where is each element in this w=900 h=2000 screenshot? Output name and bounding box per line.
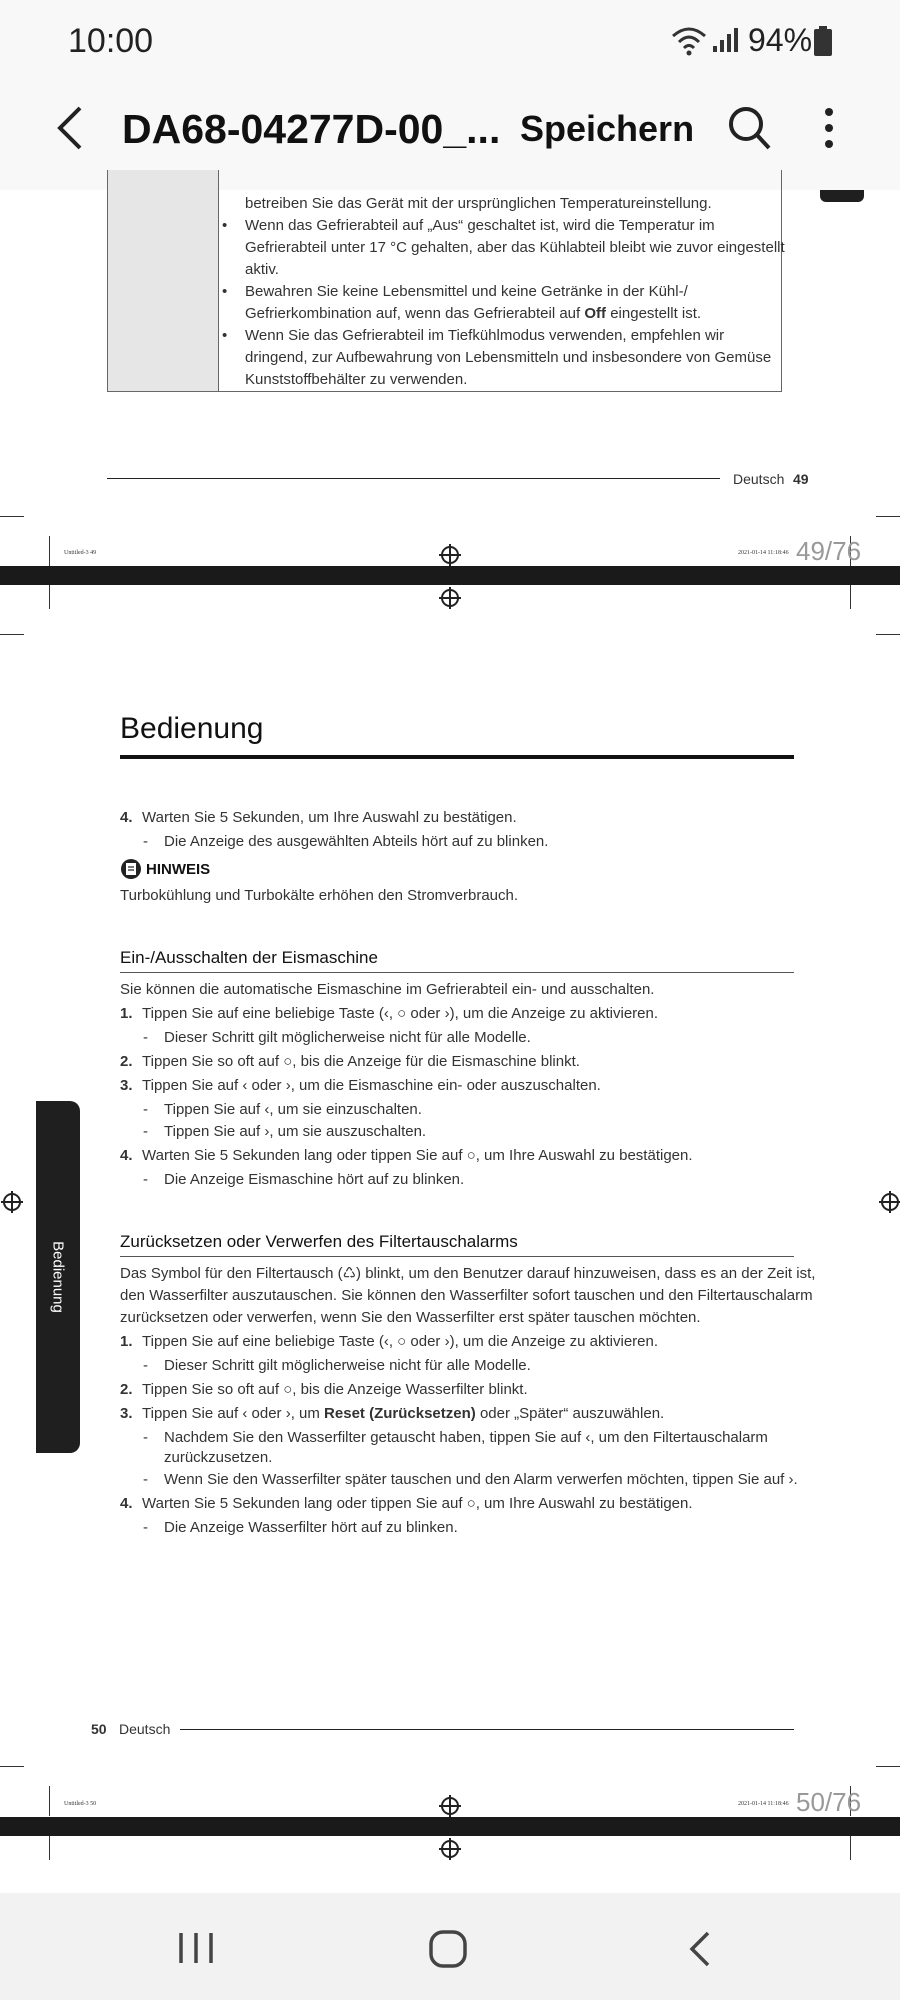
paragraph: Das Symbol für den Filtertausch (♺) blinkt, um den Benutzer darauf hinzuweisen, dass es an der Zeit ist, xyxy=(120,1265,816,1282)
table-line xyxy=(245,304,701,324)
paragraph: zurücksetzen oder verwerfen, wenn Sie den Wasserfilter erst später tauschen möchten. xyxy=(120,1309,701,1326)
footer-language: Deutsch xyxy=(119,1721,171,1737)
table-line: Wenn das Gefrierabteil auf „Aus“ geschaltet ist, wird die Temperatur im xyxy=(245,217,715,234)
document-title: DA68-04277D-00_... xyxy=(122,106,501,152)
footer-rule xyxy=(180,1729,794,1730)
registration-mark-icon xyxy=(441,546,459,564)
page-indicator: 50/76 xyxy=(796,1787,862,1817)
step-subtext: Dieser Schritt gilt möglicherweise nicht für alle Modelle. xyxy=(164,1357,531,1374)
step-subtext: Wenn Sie den Wasserfilter später tauschen und den Alarm verwerfen möchten, tippen Sie auf ›. xyxy=(164,1471,798,1488)
step-number: 2. xyxy=(120,1053,133,1070)
step-text: Tippen Sie auf ‹ oder ›, um die Eismaschine ein- oder auszuschalten. xyxy=(142,1077,601,1094)
dash: - xyxy=(143,1357,148,1374)
save-button[interactable]: Speichern xyxy=(520,108,695,149)
recent-apps-icon[interactable] xyxy=(176,1930,216,1966)
table-line-text: Gefrierkombination auf, wenn das Gefrierabteil auf xyxy=(245,305,581,322)
subsection-rule xyxy=(120,972,794,973)
dash: - xyxy=(143,833,148,850)
back-arrow-icon[interactable] xyxy=(52,104,86,152)
registration-mark-icon xyxy=(441,589,459,607)
crop-mark xyxy=(876,634,900,635)
off-label: Off xyxy=(584,305,607,322)
step-subtext: Dieser Schritt gilt möglicherweise nicht für alle Modelle. xyxy=(164,1029,531,1046)
crop-mark xyxy=(0,1766,24,1767)
table-line: betreiben Sie das Gerät mit der ursprünglichen Temperatureinstellung. xyxy=(245,195,712,212)
reset-label: Reset (Zurücksetzen) xyxy=(324,1405,476,1422)
step-number: 2. xyxy=(120,1381,133,1398)
step-number: 3. xyxy=(120,1077,133,1094)
dash: - xyxy=(143,1171,148,1188)
step-subtext: zurückzusetzen. xyxy=(164,1449,273,1466)
back-nav-icon[interactable] xyxy=(686,1930,714,1968)
crop-mark xyxy=(876,1766,900,1767)
table-line: aktiv. xyxy=(245,261,279,278)
step-number: 4. xyxy=(120,1495,133,1512)
step-text xyxy=(142,1404,664,1424)
section-title-rule xyxy=(120,755,794,759)
dash: - xyxy=(143,1029,148,1046)
table-line: dringend, zur Aufbewahrung von Lebensmitteln und insbesondere von Gemüse xyxy=(245,349,772,366)
step-number: 1. xyxy=(120,1333,133,1350)
more-vert-icon[interactable] xyxy=(822,106,836,150)
footer-language: Deutsch xyxy=(733,471,785,487)
crop-mark xyxy=(850,1836,851,1860)
table-line: Gefrierabteil unter 17 °C gehalten, aber das Kühlabteil bleibt wie zuvor eingestellt xyxy=(245,239,785,256)
wifi-icon xyxy=(670,24,708,56)
crop-mark xyxy=(0,516,24,517)
note-label: HINWEIS xyxy=(146,861,211,878)
step-subtext: Tippen Sie auf ›, um sie auszuschalten. xyxy=(164,1123,427,1140)
print-slug: 2021-01-14 11:18:46 xyxy=(738,550,789,556)
crop-mark xyxy=(850,585,851,609)
side-tab-label: Bedienung xyxy=(49,1241,67,1313)
step-subtext: Tippen Sie auf ‹, um sie einzuschalten. xyxy=(164,1101,422,1118)
table-line-text: eingestellt ist. xyxy=(610,305,702,322)
table-line: Bewahren Sie keine Lebensmittel und keine Getränke in der Kühl-/ xyxy=(245,283,688,300)
dash: - xyxy=(143,1519,148,1536)
note-icon xyxy=(120,858,142,880)
subsection-rule xyxy=(120,1256,794,1257)
paragraph: Sie können die automatische Eismaschine im Gefrierabteil ein- und ausschalten. xyxy=(120,981,655,998)
scroll-indicator[interactable] xyxy=(820,190,864,202)
step-text: Warten Sie 5 Sekunden lang oder tippen Sie auf ○, um Ihre Auswahl zu bestätigen. xyxy=(142,1147,693,1164)
step-subtext: Die Anzeige Eismaschine hört auf zu blinken. xyxy=(164,1171,465,1188)
registration-mark-icon xyxy=(441,1840,459,1858)
crop-mark xyxy=(0,634,24,635)
step-subtext: Die Anzeige Wasserfilter hört auf zu blinken. xyxy=(164,1519,458,1536)
step-text: Warten Sie 5 Sekunden, um Ihre Auswahl zu bestätigen. xyxy=(142,809,517,826)
footer-rule xyxy=(107,478,720,479)
footer-page-number: 49 xyxy=(793,471,809,487)
subsection-heading: Zurücksetzen oder Verwerfen des Filtertauschalarms xyxy=(120,1232,518,1251)
home-icon[interactable] xyxy=(428,1929,468,1969)
signal-icon xyxy=(712,26,740,54)
step-text: Warten Sie 5 Sekunden lang oder tippen Sie auf ○, um Ihre Auswahl zu bestätigen. xyxy=(142,1495,693,1512)
page-separator xyxy=(0,1817,900,1836)
step-number: 3. xyxy=(120,1405,133,1422)
dash: - xyxy=(143,1101,148,1118)
table-line: Kunststoffbehälter zu verwenden. xyxy=(245,371,468,388)
step-number: 4. xyxy=(120,1147,133,1164)
step-subtext: Die Anzeige des ausgewählten Abteils hört auf zu blinken. xyxy=(164,833,549,850)
battery-percentage: 94% xyxy=(748,22,813,58)
section-title: Bedienung xyxy=(120,712,264,745)
crop-mark xyxy=(49,1786,50,1816)
crop-mark xyxy=(49,1836,50,1860)
step-text: Tippen Sie so oft auf ○, bis die Anzeige für die Eismaschine blinkt. xyxy=(142,1053,580,1070)
registration-mark-icon xyxy=(441,1797,459,1815)
bullet: • xyxy=(222,283,228,300)
step-number: 1. xyxy=(120,1005,133,1022)
table-left-cell xyxy=(108,170,219,391)
step-text: Tippen Sie so oft auf ○, bis die Anzeige Wasserfilter blinkt. xyxy=(142,1381,528,1398)
print-slug: Untitled-3 50 xyxy=(64,1801,97,1807)
crop-mark xyxy=(49,585,50,609)
bullet: • xyxy=(222,217,228,234)
step-number: 4. xyxy=(120,809,133,826)
registration-mark-icon xyxy=(881,1193,899,1211)
step-text: Tippen Sie auf eine beliebige Taste (‹, ○ oder ›), um die Anzeige zu aktivieren. xyxy=(142,1333,659,1350)
registration-mark-icon xyxy=(3,1193,21,1211)
step-text-part: oder „Später“ auszuwählen. xyxy=(479,1405,665,1422)
crop-mark xyxy=(49,536,50,566)
dash: - xyxy=(143,1123,148,1140)
page-separator xyxy=(0,566,900,585)
step-text-part: Tippen Sie auf ‹ oder ›, um xyxy=(142,1405,320,1422)
crop-mark xyxy=(876,516,900,517)
paragraph: den Wasserfilter auszutauschen. Sie können den Wasserfilter sofort tauschen und den Filtertauschalarm xyxy=(120,1287,813,1304)
search-icon[interactable] xyxy=(728,104,772,152)
note-text: Turbokühlung und Turbokälte erhöhen den Stromverbrauch. xyxy=(120,887,519,904)
dash: - xyxy=(143,1471,148,1488)
page-indicator: 49/76 xyxy=(796,536,862,566)
dash: - xyxy=(143,1429,148,1446)
print-slug: Untitled-3 49 xyxy=(64,550,97,556)
side-tab[interactable] xyxy=(36,1101,80,1453)
status-time: 10:00 xyxy=(68,22,154,60)
step-text: Tippen Sie auf eine beliebige Taste (‹, ○ oder ›), um die Anzeige zu aktivieren. xyxy=(142,1005,659,1022)
footer-page-number: 50 xyxy=(91,1721,107,1737)
print-slug: 2021-01-14 11:18:46 xyxy=(738,1801,789,1807)
step-subtext: Nachdem Sie den Wasserfilter getauscht haben, tippen Sie auf ‹, um den Filtertauschalarm xyxy=(164,1429,768,1446)
bullet: • xyxy=(222,327,228,344)
table-line: Wenn Sie das Gefrierabteil im Tiefkühlmodus verwenden, empfehlen wir xyxy=(245,327,725,344)
battery-icon xyxy=(814,26,832,56)
subsection-heading: Ein-/Ausschalten der Eismaschine xyxy=(120,948,378,967)
